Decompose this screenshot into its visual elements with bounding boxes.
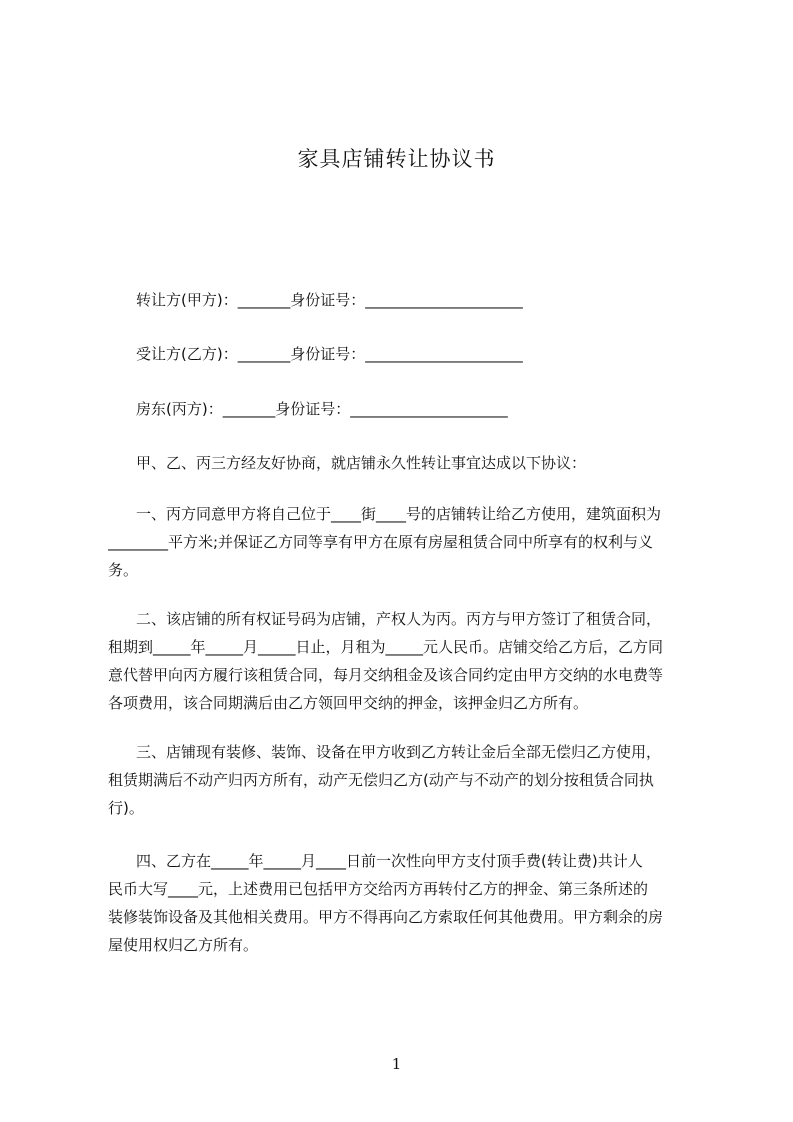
party-line-transferor: 转让方(甲方)：_______身份证号：_____________________ xyxy=(136,291,523,309)
party-line-landlord: 房东(丙方)：_______身份证号：_____________________ xyxy=(136,400,508,418)
page-number: 1 xyxy=(391,1055,402,1073)
clause-line: 民币大写____元，上述费用已包括甲方交给丙方再转付乙方的押金、第三条所述的 xyxy=(108,880,649,898)
clause-line: 屋使用权归乙方所有。 xyxy=(108,936,259,954)
clause-line: 各项费用，该合同期满后由乙方领回甲交纳的押金，该押金归乙方所有。 xyxy=(108,694,589,712)
clause-line: 三、店铺现有装修、装饰、设备在甲方收到乙方转让金后全部无偿归乙方使用， xyxy=(136,743,662,761)
clause-line: 租赁期满后不动产归丙方所有，动产无偿归乙方(动产与不动产的划分按租赁合同执 xyxy=(108,771,654,789)
clause-line: ________平方米;并保证乙方同等享有甲方在原有房屋租赁合同中所享有的权利与义 xyxy=(108,533,654,551)
clause-line: 行)。 xyxy=(108,799,144,817)
party-line-transferee: 受让方(乙方)：_______身份证号：_____________________ xyxy=(136,345,523,363)
clause-line: 二、该店铺的所有权证号码为店铺，产权人为丙。丙方与甲方签订了租赁合同， xyxy=(136,610,662,628)
intro-paragraph: 甲、乙、丙三方经友好协商，就店铺永久性转让事宜达成以下协议： xyxy=(136,454,587,472)
clause-line: 意代替甲向丙方履行该租赁合同，每月交纳租金及该合同约定由甲方交纳的水电费等 xyxy=(108,666,664,684)
clause-line: 务。 xyxy=(108,561,139,579)
clause-line: 租期到_____年_____月_____日止，月租为_____元人民币。店铺交给乙方后，乙方同 xyxy=(108,638,664,656)
clause-line: 四、乙方在_____年_____月____日前一次性向甲方支付顶手费(转让费)共计人 xyxy=(136,852,643,870)
clause-line: 一、丙方同意甲方将自己位于____街____号的店铺转让给乙方使用，建筑面积为 xyxy=(136,505,662,523)
document-title: 家具店铺转让协议书 xyxy=(297,147,496,171)
clause-line: 装修装饰设备及其他相关费用。甲方不得再向乙方索取任何其他费用。甲方剩余的房 xyxy=(108,908,664,926)
